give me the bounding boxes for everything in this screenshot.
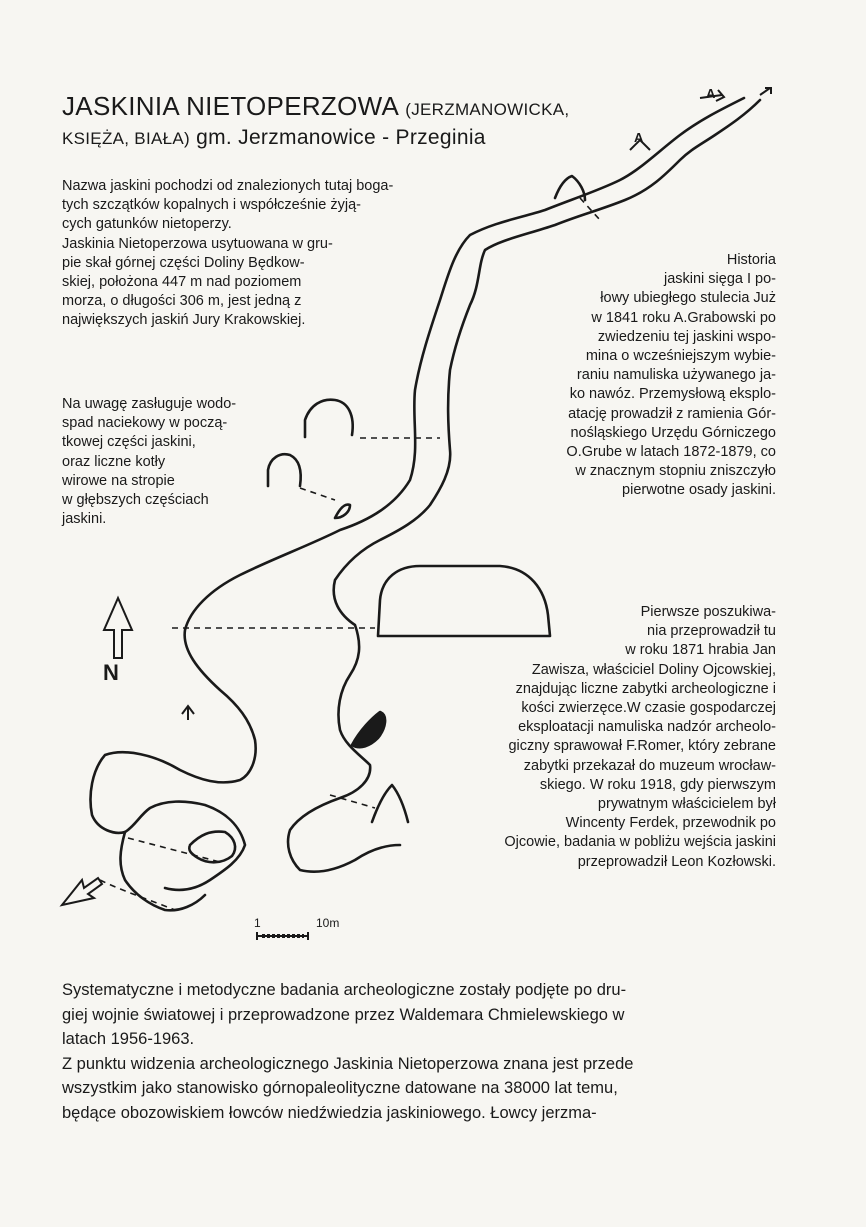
entrance-arrow (62, 878, 102, 905)
text-line: ko nawóz. Przemysłową eksplo- (569, 386, 776, 403)
text-line: morza, o długości 306 m, jest jedną z (62, 293, 302, 310)
section-line-3 (300, 488, 335, 500)
pillar-shape (352, 712, 385, 747)
text-line: pierwotne osady jaskini. (622, 482, 776, 499)
text-line: tych szczątków kopalnych i współcześnie żyją- (62, 197, 361, 214)
history-paragraph (566, 251, 776, 501)
text-line: Historia (726, 252, 776, 268)
section-line-6 (128, 838, 220, 862)
text-line: Wincenty Ferdek, przewodnik po (565, 815, 776, 832)
text-line: Jaskinia Nietoperzowa usytuowana w gru- (62, 235, 333, 252)
text-line: wirowe na stropie (62, 472, 175, 489)
text-line: jaskini. (62, 511, 107, 528)
text-line: zwiedzeniu tej jaskini wspo- (597, 328, 776, 345)
text-line: O.Grube w latach 1872-1879, co (566, 444, 776, 461)
text-line: w roku 1871 hrabia Jan (625, 642, 776, 659)
pillar-shape-2 (335, 505, 350, 518)
text-line: w 1841 roku A.Grabowski po (591, 309, 776, 326)
text-line: największych jaskiń Jury Krakowskiej. (62, 312, 306, 329)
text-line: znajdując liczne zabytki archeologiczne i (515, 680, 776, 697)
text-line: w głębszych częściach (62, 492, 209, 509)
scale-end-label: 10m (316, 916, 340, 930)
text-line: nia przeprowadził tu (647, 623, 776, 640)
intro-paragraph (62, 177, 393, 331)
text-line: spad naciekowy w począ- (62, 415, 228, 432)
north-arrow (104, 598, 132, 658)
text-line: pie skał górnej części Doliny Będkow- (62, 254, 305, 271)
scale-start-label: 1 (254, 916, 261, 930)
cave-branch-inner (189, 832, 235, 863)
niche-outline-4 (372, 785, 408, 822)
text-line: tkowej części jaskini, (62, 434, 196, 451)
text-line: Pierwsze poszukiwa- (640, 604, 776, 620)
upper-arrow (182, 706, 194, 720)
title-alt-2: KSIĘŻA, BIAŁA) (62, 129, 190, 148)
niche-outline-1 (305, 400, 353, 437)
text-line: skiego. W roku 1918, gdy pierwszym (539, 776, 776, 793)
text-line: Nazwa jaskini pochodzi od znalezionych tutaj boga- (62, 178, 394, 194)
text-line: oraz liczne kotły (62, 453, 166, 470)
text-line: Na uwagę zasługuje wodo- (62, 396, 237, 412)
north-label: N (103, 660, 118, 685)
section-label-a-mid: A (634, 130, 644, 145)
section-line-4 (330, 795, 375, 808)
title-name: JASKINIA NIETOPERZOWA (62, 91, 400, 121)
title-location: gm. Jerzmanowice - Przeginia (196, 126, 486, 149)
text-line: Systematyczne i metodyczne badania archeologiczne zostały podjęte po dru- (62, 981, 627, 999)
text-line: Z punktu widzenia archeologicznego Jaskinia Nietoperzowa znana jest przede (62, 1054, 634, 1073)
text-line: prywatnym właścicielem był (597, 796, 776, 813)
text-line: raniu namuliska używanego ja- (576, 367, 776, 384)
text-line: w znacznym stopniu zniszczyło (575, 463, 776, 480)
scale-bar (257, 932, 308, 940)
text-line: zabytki przekazał do muzeum wrocław- (523, 757, 776, 774)
text-line: eksploatacji namuliska nadzór archeolo- (518, 719, 776, 736)
text-line: cych gatunków nietoperzy. (62, 216, 232, 233)
text-line: skiej, położona 447 m nad poziomem (62, 274, 302, 291)
section-label-a-top: A (706, 86, 716, 101)
text-line: Ojcowie, badania w pobliżu wejścia jaskini (504, 834, 776, 851)
bottom-paragraph (62, 978, 774, 1125)
waterfall-paragraph (62, 395, 236, 529)
text-line: jaskini sięga I po- (663, 271, 776, 288)
section-mark-top-2 (760, 88, 771, 95)
text-line: latach 1956-1963. (62, 1030, 195, 1048)
text-line: przeprowadził Leon Kozłowski. (577, 853, 776, 870)
title-alt-1: (JERZMANOWICKA, (405, 100, 570, 119)
page-title (62, 92, 662, 153)
text-line: giczny sprawował F.Romer, który zebrane (508, 738, 776, 755)
text-line: nośląskiego Urzędu Górniczego (570, 424, 776, 441)
research-paragraph (504, 603, 776, 872)
text-line: giej wojnie światowej i przeprowadzone przez Waldemara Chmielewskiego w (62, 1005, 625, 1024)
text-line: atację prowadził z ramienia Gór- (568, 405, 776, 422)
niche-outline-3 (268, 454, 301, 486)
text-line: Zawisza, właściciel Doliny Ojcowskiej, (531, 661, 776, 678)
text-line: kości zwierzęce.W czasie gospodarczej (521, 700, 776, 717)
text-line: będące obozowiskiem łowców niedźwiedzia jaskiniowego. Łowcy jerzma- (62, 1103, 597, 1122)
text-line: wszystkim jako stanowisko górnopaleolityczne datowane na 38000 lat temu, (62, 1079, 618, 1097)
text-line: łowy ubiegłego stulecia Już (600, 290, 776, 307)
text-line: mina o wcześniejszym wybie- (585, 348, 776, 365)
